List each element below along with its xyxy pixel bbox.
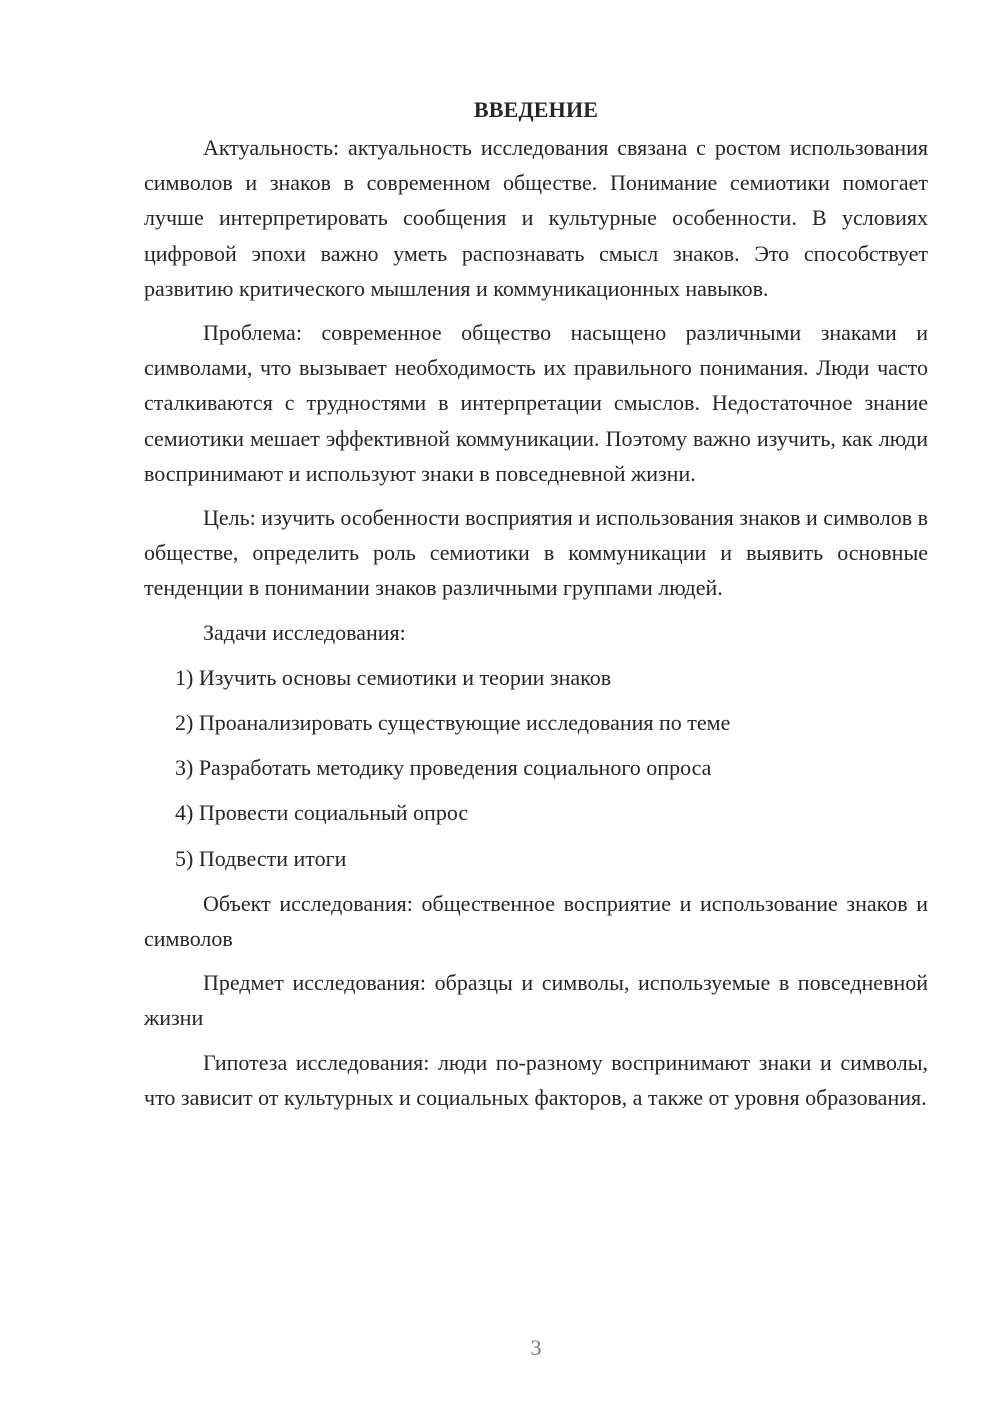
page-title: ВВЕДЕНИЕ — [473, 97, 599, 122]
goal-paragraph: Цель: изучить особенности восприятия и использования знаков и символов в обществе, определить роль семиотики в коммуникации и выявить основные тенденции в понимании знаков различными группами людей. — [144, 505, 928, 601]
page-number: 3 — [530, 1335, 542, 1360]
object-paragraph: Объект исследования: общественное восприятие и использование знаков и символов — [144, 890, 928, 952]
problem-paragraph: Проблема: современное общество насыщено различными знаками и символами, что вызывает необходимость их правильного понимания. Люди часто сталкиваются с трудностями в интерпретации смыслов. Недостаточное знание семиотики мешает эффективной коммуникации. Поэтому важно изучить, как люди воспринимают и используют знаки в повседневной жизни. — [144, 320, 928, 486]
subject-paragraph: Предмет исследования: образцы и символы, используемые в повседневной жизни — [144, 970, 928, 1031]
tasks-list — [144, 660, 928, 876]
page-content — [144, 92, 928, 1124]
tasks-heading: Задачи исследования: — [203, 619, 406, 645]
task-item: 2) Проанализировать существующие исследования по теме — [175, 710, 731, 736]
hypothesis-paragraph: Гипотеза исследования: люди по-разному воспринимают знаки и символы, что зависит от культурных и социальных факторов, а также от уровня образования. — [144, 1049, 928, 1110]
relevance-paragraph: Актуальность: актуальность исследования связана с ростом использования символов и знаков в современном обществе. Понимание семиотики помогает лучше интерпретировать сообщения и культурные особенности. В условиях цифровой эпохи важно уметь распознавать смысл знаков. Это способствует развитию критического мышления и коммуникационных навыков. — [144, 135, 928, 301]
task-item: 5) Подвести итоги — [175, 845, 347, 871]
task-item: 3) Разработать методику проведения социального опроса — [175, 755, 712, 781]
task-item: 1) Изучить основы семиотики и теории знаков — [175, 664, 612, 690]
task-item: 4) Провести социальный опрос — [175, 800, 469, 826]
